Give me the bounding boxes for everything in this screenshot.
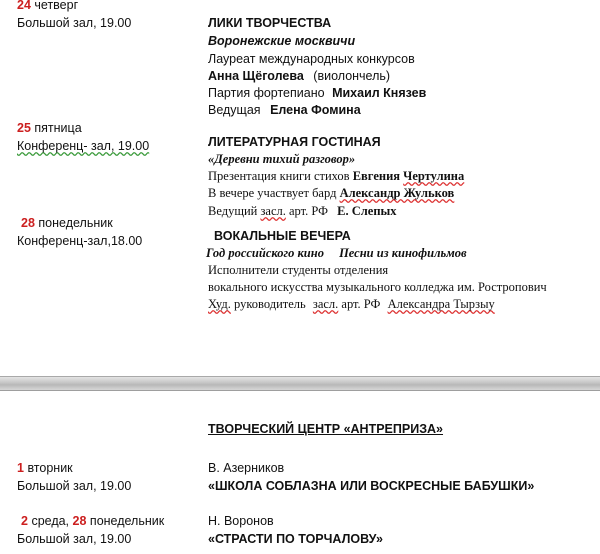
title-abbrev: арт. РФ (341, 297, 381, 311)
event-title: ЛИКИ ТВОРЧЕСТВА (208, 16, 332, 30)
event-day: 28 (21, 216, 35, 230)
show-day: 2 (21, 514, 28, 528)
event-title: ВОКАЛЬНЫЕ ВЕЧЕРА (214, 229, 351, 243)
page-break (0, 376, 600, 391)
event-date (17, 121, 82, 135)
line-text: Презентация книги стихов (208, 169, 350, 183)
event-weekday: пятница (34, 121, 82, 135)
show-title: «СТРАСТИ ПО ТОРЧАЛОВУ» (208, 532, 383, 546)
line-text: В вечере участвует бард (208, 186, 337, 200)
show-venue: Большой зал, 19.00 (17, 479, 132, 493)
event-weekday: четверг (34, 0, 79, 12)
show-date (17, 461, 73, 475)
show-day: 1 (17, 461, 24, 475)
role-label: Ведущая (208, 103, 261, 117)
title-abbrev: засл. (260, 204, 286, 218)
bard-name: Александр Жульков (339, 186, 455, 200)
show-weekday: вторник (27, 461, 73, 475)
event-line: вокального искусства музыкального колледжа им. Ростропович (208, 280, 547, 294)
performer-name: Анна Щёголева (208, 69, 304, 83)
show-title: «ШКОЛА СОБЛАЗНА ИЛИ ВОСКРЕСНЫЕ БАБУШКИ» (208, 479, 535, 493)
director-name: Александра Тырзыу (387, 297, 495, 311)
host-name: Елена Фомина (270, 103, 361, 117)
host-name: Е. Слепых (337, 204, 397, 218)
event-line (208, 86, 426, 100)
event-title: ЛИТЕРАТУРНАЯ ГОСТИНАЯ (208, 135, 381, 149)
show-author: В. Азерников (208, 461, 285, 475)
event-subtitle (206, 246, 467, 261)
title-abbrev: Худ. (208, 297, 231, 311)
title-abbrev: засл. (312, 297, 339, 311)
event-subtitle: Воронежские москвичи (208, 34, 356, 48)
event-day: 25 (17, 121, 31, 135)
author-first-name: Евгения (352, 169, 401, 183)
event-line (208, 69, 390, 83)
title-abbrev: арт. РФ (289, 204, 329, 218)
show-author: Н. Воронов (208, 514, 274, 528)
event-day: 24 (17, 0, 31, 12)
event-line: Лауреат международных конкурсов (208, 52, 415, 66)
event-line (208, 186, 454, 201)
line-text: руководитель (234, 297, 306, 311)
subtitle-part: Год российского кино (206, 246, 324, 260)
event-line (208, 103, 361, 117)
show-venue: Большой зал, 19.00 (17, 532, 132, 546)
event-date (21, 216, 113, 230)
event-date (17, 0, 78, 12)
event-weekday: понедельник (38, 216, 113, 230)
event-venue: Конференц-зал,18.00 (17, 234, 143, 248)
section-heading: ТВОРЧЕСКИЙ ЦЕНТР «АНТРЕПРИЗА» (208, 422, 444, 436)
role-label: Ведущий (208, 204, 258, 218)
role-label: Партия фортепиано (208, 86, 325, 100)
event-line (208, 169, 464, 184)
event-line: Исполнители студенты отделения (208, 263, 389, 277)
show-date (21, 514, 164, 528)
event-line (208, 297, 495, 312)
event-line (208, 204, 397, 219)
event-subtitle: «Деревни тихий разговор» (208, 152, 356, 166)
subtitle-part: Песни из кинофильмов (339, 246, 467, 260)
performer-name: Михаил Князев (332, 86, 427, 100)
author-last-name: Чертулина (403, 169, 465, 183)
show-weekday: понедельник (89, 514, 165, 528)
show-weekday: среда, (31, 514, 70, 528)
instrument: (виолончель) (313, 69, 391, 83)
show-day: 28 (72, 514, 87, 528)
event-venue: Большой зал, 19.00 (17, 16, 132, 30)
event-venue: Конференц- зал, 19.00 (17, 139, 150, 153)
